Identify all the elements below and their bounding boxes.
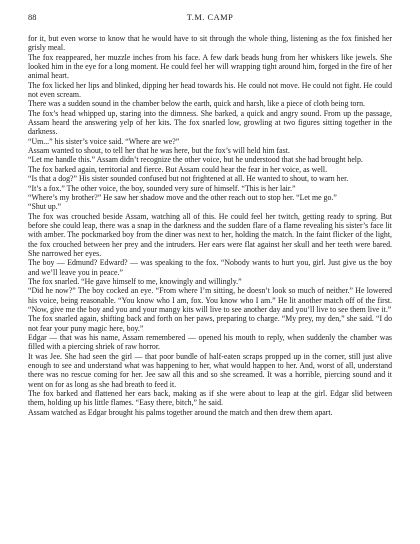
paragraph: It was Jee. She had seen the girl — that poor bundle of half-eaten scraps propped up in the corner, still just alive enough to see and understand what was happening to her, what would happen to her. And, worst of all, understand there was no rescue coming for her. Jee saw all this and so she screamed. It was a horrible, piercing sound and it went on for as long as she had breath to feed it. bbox=[28, 351, 392, 389]
paragraph: “Let me handle this.” Assam didn’t recognize the other voice, but he understood that she had brought help. bbox=[28, 155, 363, 165]
paragraph: The fox was crouched beside Assam, watching all of this. He could feel her twitch, getting ready to spring. But before she could leap, there was a snap in the darkness and the sudden flare of a flame revealing his sister’s face lit with amber. The pockmarked boy from the diner was next to her, holding the match. In the faint flicker of the light, the fox crouched between her prey and the intruders. Her ears were flat against her skull and her teeth were bared. She narrowed her eyes. bbox=[28, 211, 392, 258]
paragraph: The fox snarled again, shifting back and forth on her paws, preparing to charge. “My prey, my den,” she said. “I do not fear your puny magic here, boy.” bbox=[28, 314, 392, 333]
paragraph: “Is that a dog?” His sister sounded confused but not frightened at all. He wanted to shout, to warn her. bbox=[28, 174, 349, 184]
paragraph: The fox licked her lips and blinked, dipping her head towards his. He could not move. He could not fight. He could not even scream. bbox=[28, 80, 392, 100]
page-header bbox=[28, 12, 392, 24]
paragraph: The fox barked and flattened her ears back, making as if she were about to leap at the girl. Edgar slid between them, holding up his little flames. “Easy there, bitch,” he said. bbox=[28, 389, 392, 408]
paragraph: “Shut up.” bbox=[28, 202, 62, 212]
paragraph: There was a sudden sound in the chamber below the earth, quick and harsh, like a piece of cloth being torn. bbox=[28, 99, 365, 109]
paragraph: The fox snarled. “He gave himself to me, knowingly and willingly.” bbox=[28, 276, 242, 286]
paragraph: Assam watched as Edgar brought his palms together around the match and then drew them apart. bbox=[28, 407, 333, 417]
page-number: 88 bbox=[28, 13, 37, 22]
paragraph: “Um...” his sister’s voice said. “Where are we?” bbox=[28, 136, 180, 146]
paragraph: “Where’s my brother?” He saw her shadow move and the other reach out to stop her. “Let me go.” bbox=[28, 192, 337, 202]
paragraph: The boy — Edmund? Edward? — was speaking to the fox. “Nobody wants to hurt you, girl. Just give us the boy and we’ll leave you in peace.” bbox=[28, 258, 392, 277]
paragraph: “Did he now?” The boy cocked an eye. “From where I’m sitting, he doesn’t look so much of neither.” He lowered his voice, being reasonable. “You know who I am, fox. You know who I am.” He lit another match off of the first. “Now, give me the boy and you and your mangy kits will live to see another day and you’ll live to see them live it.” bbox=[28, 286, 392, 314]
paragraph: The fox barked again, territorial and fierce. But Assam could hear the fear in her voice, as well. bbox=[28, 164, 328, 174]
paragraph: The fox reappeared, her muzzle inches from his face. A few dark beads hung from her whiskers like jewels. She looked him in the eye for a long moment. He could feel her will wrapping tight around him, forged in the fire of her animal heart. bbox=[28, 52, 392, 81]
paragraph: for it, but even worse to know that he would have to sit through the whole thing, listening as the fox finished her grisly meal. bbox=[28, 34, 392, 53]
running-title: T.M. CAMP bbox=[186, 13, 234, 22]
paragraph: The fox’s head whipped up, staring into the dimness. She barked, a quick and angry sound. From up the passage, Assam heard the answering yelp of her kits. The fox snarled low, growling at two figures sitting together in the darkness. bbox=[28, 108, 392, 137]
body-text bbox=[28, 34, 392, 417]
paragraph: Edgar — that was his name, Assam remembered — opened his mouth to reply, when suddenly the chamber was filled with a piercing shriek of raw horror. bbox=[28, 333, 392, 352]
paragraph: “It’s a fox.” The other voice, the boy, sounded very sure of himself. “This is her lair.” bbox=[28, 183, 296, 193]
paragraph: Assam wanted to shout, to tell her that he was here, but the fox’s will held him fast. bbox=[28, 146, 290, 156]
